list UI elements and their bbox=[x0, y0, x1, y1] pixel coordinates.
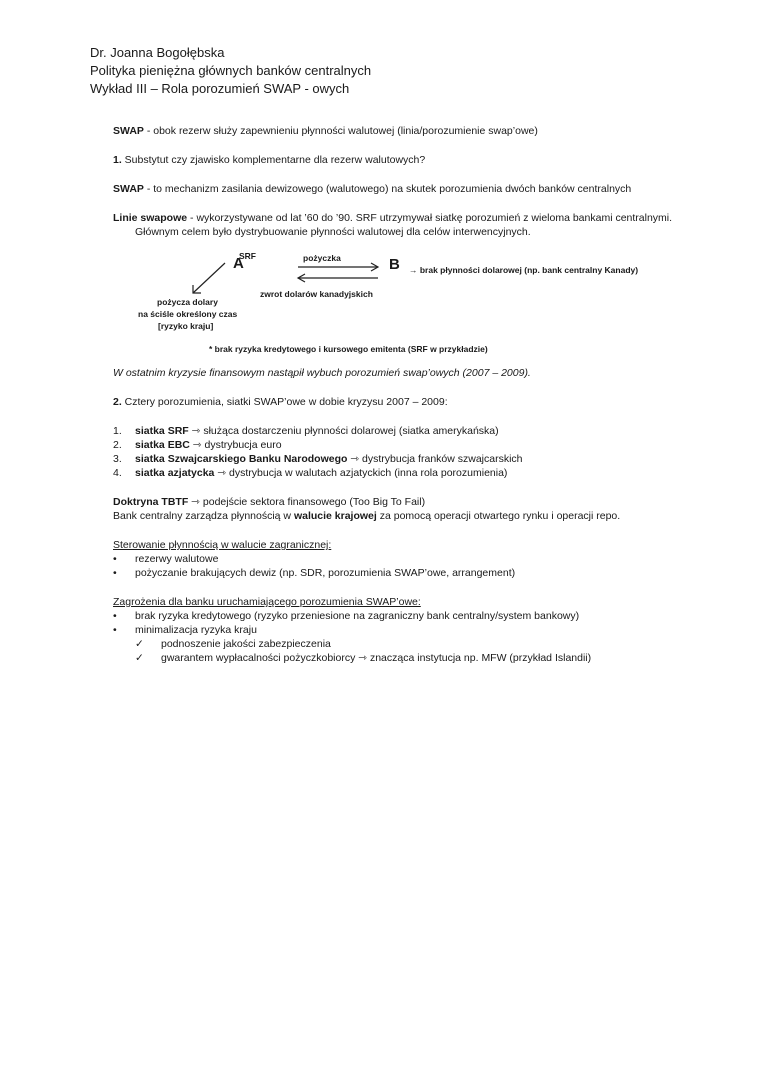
b-description: → brak płynności dolarowej (np. bank centralny Kanady) bbox=[409, 265, 639, 275]
return-label: zwrot dolarów kanadyjskich bbox=[260, 289, 373, 299]
section-title-fx-liquidity: Sterowanie płynnością w walucie zagranicznej: bbox=[113, 539, 332, 551]
author-name: Dr. Joanna Bogołębska bbox=[90, 45, 225, 60]
paragraph-domestic-liquidity: Bank centralny zarządza płynnością w walucie krajowej za pomocą operacji otwartego rynku i operacji repo. bbox=[113, 510, 621, 522]
list-item: 3. siatka Szwajcarskiego Banku Narodowego ⇾ dystrybucja franków szwajcarskich bbox=[113, 453, 523, 465]
left-label-2: na ściśle określony czas bbox=[138, 309, 238, 319]
list-item: • rezerwy walutowe bbox=[113, 553, 219, 565]
question-2: 2. Cztery porozumienia, siatki SWAP’owe w dobie kryzysu 2007 – 2009: bbox=[113, 396, 448, 408]
paragraph-swap-lines-cont: Głównym celem było dystrybuowanie płynności walutowej dla celów interwencyjnych. bbox=[135, 226, 531, 238]
swap-networks-list bbox=[113, 424, 673, 480]
document-header bbox=[90, 44, 371, 98]
paragraph-swap-mechanism: SWAP - to mechanizm zasilania dewizowego (walutowego) na skutek porozumienia dwóch banków centralnych bbox=[113, 183, 632, 195]
diagram-note: * brak ryzyka kredytowego i kursowego emitenta (SRF w przykładzie) bbox=[209, 344, 488, 354]
question-1: 1. Substytut czy zjawisko komplementarne dla rezerw walutowych? bbox=[113, 154, 426, 166]
list-item: 1. siatka SRF ⇾ służąca dostarczeniu płynności dolarowej (siatka amerykańska) bbox=[113, 425, 499, 437]
list-item: • brak ryzyka kredytowego (ryzyko przeniesione na zagraniczny bank centralny/system bankowy) bbox=[113, 610, 580, 622]
srf-label: SRF bbox=[239, 251, 256, 261]
document-body bbox=[113, 124, 673, 665]
swap-diagram bbox=[113, 239, 673, 359]
list-item: ✓ podnoszenie jakości zabezpieczenia bbox=[135, 638, 331, 650]
check-icon: ✓ bbox=[135, 638, 144, 650]
list-item: • pożyczanie brakujących dewiz (np. SDR, porozumienia SWAP’owe, arrangement) bbox=[113, 567, 516, 579]
left-label-1: pożycza dolary bbox=[157, 297, 218, 307]
list-item: 4. siatka azjatycka ⇾ dystrybucja w walutach azjatyckich (inna rola porozumienia) bbox=[113, 467, 508, 479]
paragraph-swap-lines: Linie swapowe - wykorzystywane od lat ’60 do ’90. SRF utrzymywał siatkę porozumień z wieloma bankami centralnymi. bbox=[113, 212, 673, 224]
list-item: ✓ gwarantem wypłacalności pożyczkobiorcy ⇾ znacząca instytucja np. MFW (przykład Islandii) bbox=[135, 652, 592, 664]
list-item: 2. siatka EBC ⇾ dystrybucja euro bbox=[113, 439, 282, 451]
course-title: Polityka pieniężna głównych banków centralnych bbox=[90, 63, 372, 78]
node-a: A bbox=[233, 255, 244, 272]
paragraph-crisis: W ostatnim kryzysie finansowym nastąpił wybuch porozumień swap’owych (2007 – 2009). bbox=[113, 367, 531, 379]
paragraph-tbtf: Doktryna TBTF ⇾ podejście sektora finansowego (Too Big To Fail) bbox=[113, 496, 426, 508]
left-arrow bbox=[193, 263, 225, 293]
section-title-threats: Zagrożenia dla banku uruchamiającego porozumienia SWAP’owe: bbox=[113, 596, 421, 608]
paragraph-swap-intro: SWAP - obok rezerw służy zapewnieniu płynności walutowej (linia/porozumienie swap’owe) bbox=[113, 125, 538, 137]
list-item: • minimalizacja ryzyka kraju bbox=[113, 624, 257, 636]
loan-label: pożyczka bbox=[303, 253, 341, 263]
lecture-title: Wykład III – Rola porozumień SWAP - owych bbox=[90, 81, 350, 96]
check-icon: ✓ bbox=[135, 652, 144, 664]
node-b: B bbox=[389, 256, 400, 273]
left-label-3: [ryzyko kraju] bbox=[158, 321, 214, 331]
